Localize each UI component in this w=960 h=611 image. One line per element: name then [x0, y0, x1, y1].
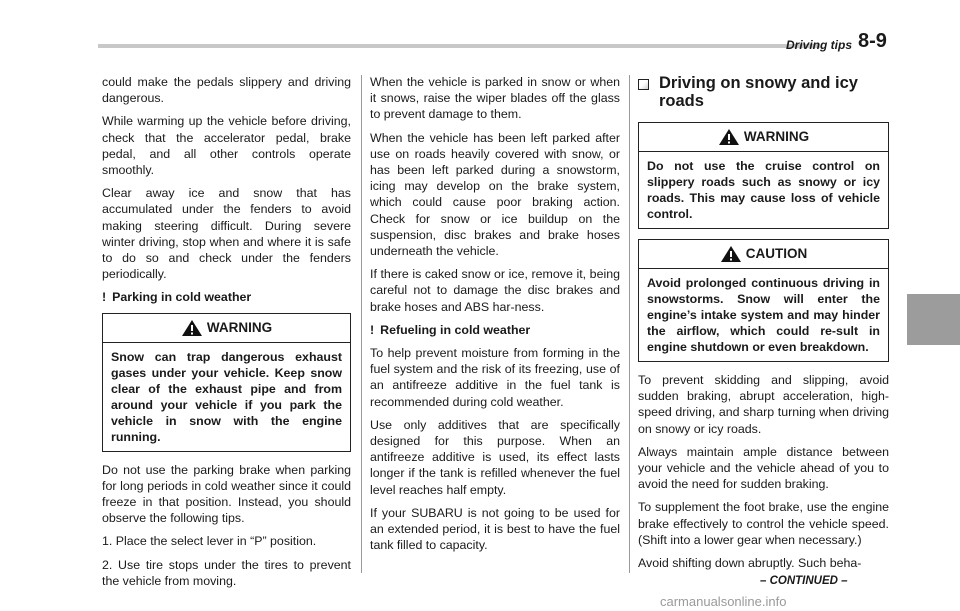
paragraph: When the vehicle is parked in snow or when it snows, raise the wiper blades off the glass to prevent damage to them.	[370, 75, 620, 122]
warning-triangle-icon	[718, 128, 740, 146]
subheading-parking	[102, 289, 351, 305]
paragraph: If your SUBARU is not going to be used for an extended period, it is best to have the fuel tank filled to capacity.	[370, 505, 620, 553]
column-1	[102, 74, 351, 596]
watermark: carmanualsonline.info	[660, 594, 787, 609]
section-heading	[638, 74, 889, 110]
caution-body: Avoid prolonged continuous driving in snowstorms. Snow will enter the engine’s intake system and may hinder the airflow, which could re-sult in engine shutdown or even breakdown.	[647, 276, 880, 354]
paragraph: Clear away ice and snow that has accumulated under the fenders to avoid making steering difficult. During severe winter driving, stop when and where it is safe to do so and check under the fenders periodically.	[102, 186, 351, 282]
subheading-marker: !	[370, 322, 375, 337]
paragraph: When the vehicle has been left parked after use on roads heavily covered with snow, or has been left parked during a snowstorm, icing may develop on the brake system, which could cause poor braking action. Check for snow or ice buildup on the suspension, disc brakes and brake hoses underneath the vehicle.	[370, 130, 620, 259]
warning-box	[102, 313, 351, 452]
warning-triangle-icon	[181, 319, 203, 337]
paragraph: Avoid shifting down abruptly. Such beha-	[638, 556, 862, 571]
subheading-label: Parking in cold weather	[112, 290, 252, 305]
paragraph: If there is caked snow or ice, remove it, being careful not to damage the disc brakes and brake hoses and ABS har-ness.	[370, 267, 620, 314]
paragraph: Do not use the parking brake when parking for long periods in cold weather since it could freeze in that position. Instead, you should observe the following tips.	[102, 462, 351, 526]
paragraph: To prevent skidding and slipping, avoid sudden braking, abrupt acceleration, high-speed driving, and sharp turning when driving on snowy or icy roads.	[638, 373, 889, 436]
header-rule	[98, 44, 820, 48]
section-marker-icon	[638, 79, 649, 90]
chapter-tab	[907, 294, 960, 345]
warning-body: Snow can trap dangerous exhaust gases under your vehicle. Keep snow clear of the exhaust pipe and from around your vehicle if you park the vehicle in snow with the engine running.	[111, 349, 342, 444]
caution-triangle-icon	[720, 245, 742, 263]
warning-body: Do not use the cruise control on slippery roads such as snowy or icy roads. This may cause loss of vehicle control.	[647, 159, 880, 221]
page-number: 8-9	[858, 30, 887, 52]
section-title: Driving on snowy and icy roads	[659, 74, 858, 110]
header-section-label: Driving tips	[786, 38, 853, 52]
warning-box	[638, 122, 889, 229]
paragraph: To supplement the foot brake, use the engine brake effectively to control the vehicle speed. (Shift into a lower gear when necessary.)	[638, 500, 889, 547]
caution-box	[638, 239, 889, 362]
list-item: 2. Use tire stops under the tires to prevent the vehicle from moving.	[102, 557, 351, 588]
subheading-marker: !	[102, 290, 107, 305]
continued-label: – CONTINUED –	[760, 575, 848, 587]
caution-title: CAUTION	[639, 240, 888, 269]
paragraph: Always maintain ample distance between your vehicle and the vehicle ahead of you to avoid the need for sudden braking.	[638, 444, 889, 492]
column-3	[638, 74, 889, 578]
list-item: 1. Place the select lever in “P” position.	[102, 534, 317, 549]
paragraph: could make the pedals slippery and driving dangerous.	[102, 75, 351, 106]
column-2	[370, 74, 620, 560]
paragraph: While warming up the vehicle before driving, check that the accelerator pedal, brake pedal, and all other controls operate smoothly.	[102, 114, 351, 178]
column-divider	[629, 75, 630, 573]
column-divider	[361, 75, 362, 573]
paragraph: Use only additives that are specifically designed for this purpose. When an antifreeze additive is used, its effect lasts longer if the tank is refilled whenever the fuel level reaches half empty.	[370, 417, 620, 497]
subheading-refueling	[370, 322, 620, 338]
warning-title: WARNING	[639, 123, 888, 152]
subheading-label: Refueling in cold weather	[380, 322, 531, 337]
paragraph: To help prevent moisture from forming in the fuel system and the risk of its freezing, use of an antifreeze additive in the fuel tank is recommended during cold weather.	[370, 346, 620, 409]
warning-title: WARNING	[103, 314, 350, 343]
